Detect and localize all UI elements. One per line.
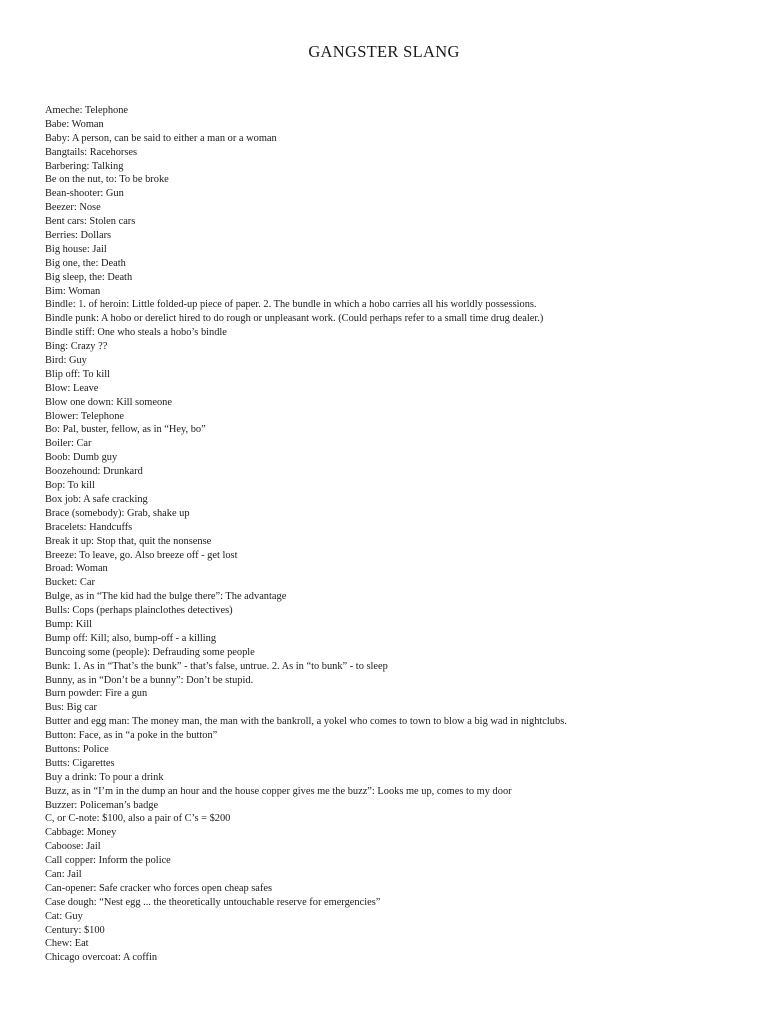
glossary-entry: Bracelets: Handcuffs — [45, 521, 133, 533]
glossary-entry: Baby: A person, can be said to either a man or a woman — [45, 132, 277, 144]
glossary-entry: Bunk: 1. As in “That’s the bunk” - that’s false, untrue. 2. As in “to bunk” - to sleep — [45, 660, 388, 672]
glossary-entry: Buzzer: Policeman’s badge — [45, 799, 159, 811]
glossary-entry: Blower: Telephone — [45, 410, 125, 422]
glossary-entry: Be on the nut, to: To be broke — [45, 174, 169, 186]
glossary-entry: Beezer: Nose — [45, 202, 101, 214]
glossary-entry: Bindle: 1. of heroin: Little folded-up piece of paper. 2. The bundle in which a hobo carries all his worldly possessions. — [45, 299, 537, 311]
glossary-entry: Butts: Cigarettes — [45, 757, 115, 769]
glossary-entry: Bump off: Kill; also, bump-off - a killing — [45, 632, 217, 644]
glossary-entry: Chew: Eat — [45, 938, 89, 950]
glossary-entry: Burn powder: Fire a gun — [45, 688, 148, 700]
glossary-entry: Bus: Big car — [45, 702, 97, 714]
glossary-entry: Ameche: Telephone — [45, 105, 129, 116]
glossary-entry: Bump: Kill — [45, 618, 93, 630]
glossary-entry: Bird: Guy — [45, 355, 87, 367]
glossary-entry: Cat: Guy — [45, 910, 83, 922]
glossary-entry: Buncoing some (people): Defrauding some people — [45, 646, 255, 658]
glossary-entry: C, or C-note: $100, also a pair of C’s = $200 — [45, 813, 231, 825]
glossary-entry: Cabbage: Money — [45, 827, 117, 839]
glossary-entry: Bangtails: Racehorses — [45, 146, 138, 158]
page-title: GANGSTER SLANG — [308, 42, 460, 61]
glossary-entry: Call copper: Inform the police — [45, 855, 171, 867]
glossary-entry: Brace (somebody): Grab, shake up — [45, 507, 190, 519]
glossary-entry: Caboose: Jail — [45, 841, 101, 853]
glossary-entry: Big one, the: Death — [45, 257, 126, 269]
glossary-entry: Buy a drink: To pour a drink — [45, 771, 164, 783]
glossary-entry: Century: $100 — [45, 924, 105, 936]
glossary-entry: Big sleep, the: Death — [45, 271, 133, 283]
glossary-entry: Blip off: To kill — [45, 368, 110, 380]
glossary-entry: Bucket: Car — [45, 577, 95, 589]
glossary-entry: Boiler: Car — [45, 438, 92, 450]
glossary-entry: Can: Jail — [45, 868, 82, 880]
glossary-entry: Can-opener: Safe cracker who forces open cheap safes — [45, 882, 273, 894]
glossary-entry: Case dough: “Nest egg ... the theoretically untouchable reserve for emergencies” — [45, 896, 381, 908]
glossary-entry: Barbering: Talking — [45, 160, 124, 172]
glossary-entry: Babe: Woman — [45, 118, 104, 130]
glossary-entry: Bulge, as in “The kid had the bulge there”: The advantage — [45, 591, 287, 603]
glossary-entry: Button: Face, as in “a poke in the button” — [45, 730, 218, 742]
glossary-entry: Boob: Dumb guy — [45, 452, 118, 464]
glossary-entry: Box job: A safe cracking — [45, 493, 148, 505]
glossary-entry: Buttons: Police — [45, 743, 109, 755]
glossary-entry: Blow: Leave — [45, 382, 99, 394]
glossary-entry: Blow one down: Kill someone — [45, 396, 172, 408]
glossary-entry: Break it up: Stop that, quit the nonsense — [45, 535, 212, 547]
glossary-entry: Bing: Crazy ?? — [45, 341, 108, 353]
glossary-list — [45, 104, 745, 965]
glossary-entry: Broad: Woman — [45, 563, 108, 575]
glossary-entry: Bo: Pal, buster, fellow, as in “Hey, bo” — [45, 424, 206, 436]
glossary-entry: Bunny, as in “Don’t be a bunny”: Don’t be stupid. — [45, 674, 254, 686]
glossary-entry: Bim: Woman — [45, 285, 101, 297]
glossary-entry: Bop: To kill — [45, 480, 95, 492]
glossary-entry: Buzz, as in “I’m in the dump an hour and the house copper gives me the buzz”: Looks me up, comes to my door — [45, 785, 512, 797]
glossary-entry: Berries: Dollars — [45, 230, 112, 242]
glossary-entry: Chicago overcoat: A coffin — [45, 952, 158, 964]
glossary-entry: Boozehound: Drunkard — [45, 466, 143, 478]
glossary-entry: Big house: Jail — [45, 243, 107, 255]
glossary-entry: Bent cars: Stolen cars — [45, 216, 136, 228]
glossary-entry: Butter and egg man: The money man, the man with the bankroll, a yokel who comes to town to blow a big wad in nightclubs. — [45, 716, 567, 728]
glossary-entry: Bean-shooter: Gun — [45, 188, 124, 200]
glossary-entry: Bindle punk: A hobo or derelict hired to do rough or unpleasant work. (Could perhaps refer to a small time drug dealer.) — [45, 313, 544, 325]
glossary-entry: Bindle stiff: One who steals a hobo’s bindle — [45, 327, 227, 339]
glossary-entry: Bulls: Cops (perhaps plainclothes detectives) — [45, 605, 233, 617]
glossary-entry: Breeze: To leave, go. Also breeze off - get lost — [45, 549, 238, 561]
